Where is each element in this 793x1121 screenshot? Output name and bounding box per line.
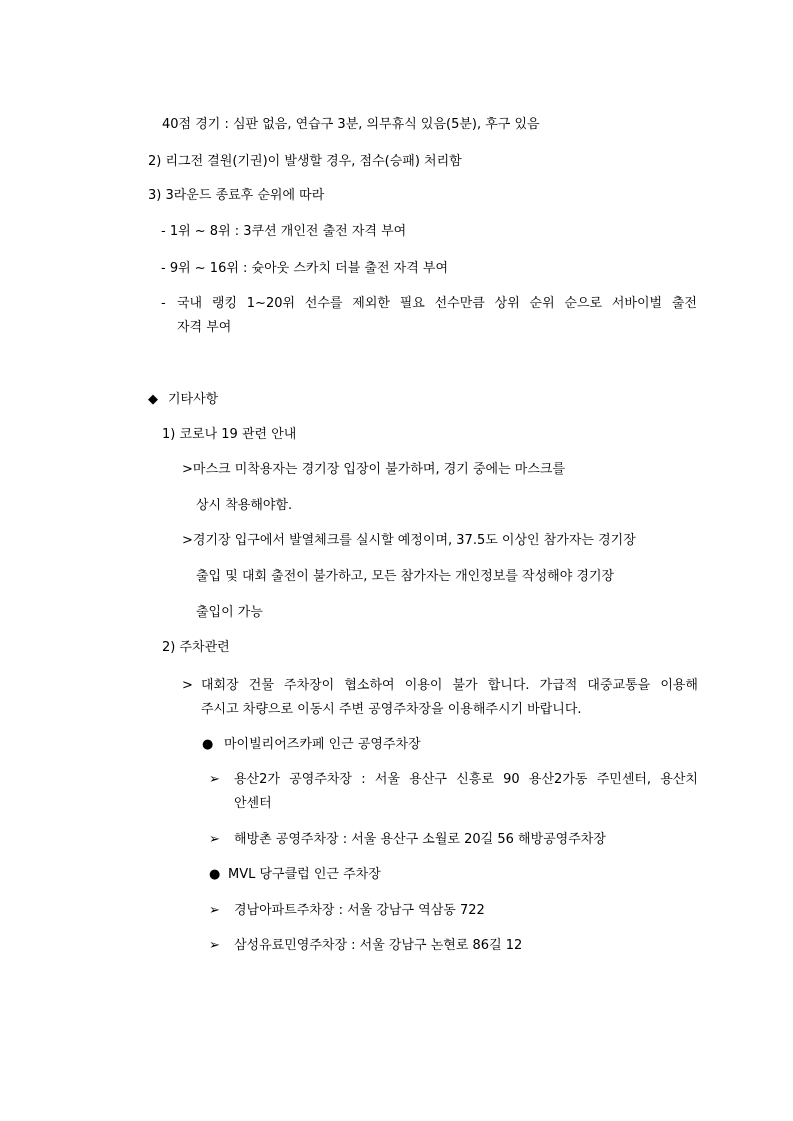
covid-fever-line-3: 출입이 가능 [196,605,263,620]
group1-lot2: 해방촌 공영주차장 : 서울 용산구 소월로 20길 56 해방공영주차장 [234,832,606,847]
group1-lot1-line-2: 안센터 [234,796,272,811]
covid-fever-line-2: 출입 및 대회 출전이 불가하고, 모든 참가자는 개인정보를 작성해야 경기장 [196,569,615,584]
covid-mask-line-1: >마스크 미착용자는 경기장 입장이 불가하며, 경기 중에는 마스크를 [182,462,566,477]
group1-lot2-arrow-icon: ➢ [209,832,220,847]
misc-diamond-icon: ◆ [148,392,158,407]
parking-notice-marker: > [182,678,193,693]
parking-title: 2) 주차관련 [162,640,230,655]
national-rank-line-2: 자격 부여 [177,320,232,335]
group1-lot1-arrow-icon: ➢ [209,772,220,787]
rule-item-3: 3) 3라운드 종료후 순위에 따라 [148,188,325,203]
rule-40-point-game: 40점 경기 : 심판 없음, 연습구 3분, 의무휴식 있음(5분), 후구 있음 [162,117,540,132]
group2-bullet-icon: ● [209,867,221,882]
covid-title: 1) 코로나 19 관련 안내 [162,427,297,442]
group2-lot1-arrow-icon: ➢ [209,903,220,918]
group1-bullet-icon: ● [202,737,214,752]
national-rank-line-1: 국내 랭킹 1~20위 선수를 제외한 필요 선수만큼 상위 순위 순으로 서바이벌 출전 [177,296,697,311]
group2-lot2: 삼성유료민영주차장 : 서울 강남구 논현로 86길 12 [234,938,523,953]
parking-notice-line-2: 주시고 차량으로 이동시 주변 공영주차장을 이용해주시기 바랍니다. [201,702,582,717]
parking-notice-line-1: 대회장 건물 주차장이 협소하여 이용이 불가 합니다. 가급적 대중교통을 이용해 [201,678,698,693]
rule-item-2: 2) 리그전 결원(기권)이 발생할 경우, 점수(승패) 처리함 [148,154,462,169]
covid-fever-line-1: >경기장 입구에서 발열체크를 실시할 예정이며, 37.5도 이상인 참가자는 경기장 [182,533,636,548]
group1-title: 마이빌리어즈카페 인근 공영주차장 [224,737,421,752]
rank-9-16: - 9위 ~ 16위 : 슛아웃 스카치 더블 출전 자격 부여 [161,261,449,276]
misc-heading: 기타사항 [168,392,219,407]
group2-lot1: 경남아파트주차장 : 서울 강남구 역삼동 722 [234,903,485,918]
group2-lot2-arrow-icon: ➢ [209,938,220,953]
rank-1-8: - 1위 ~ 8위 : 3쿠션 개인전 출전 자격 부여 [161,224,407,239]
group1-lot1-line-1: 용산2가 공영주차장 : 서울 용산구 신흥로 90 용산2가동 주민센터, 용산치 [234,772,698,787]
national-rank-dash: - [161,296,166,311]
group2-title: MVL 당구클럽 인근 주차장 [228,867,381,882]
covid-mask-line-2: 상시 착용해야함. [196,498,293,513]
